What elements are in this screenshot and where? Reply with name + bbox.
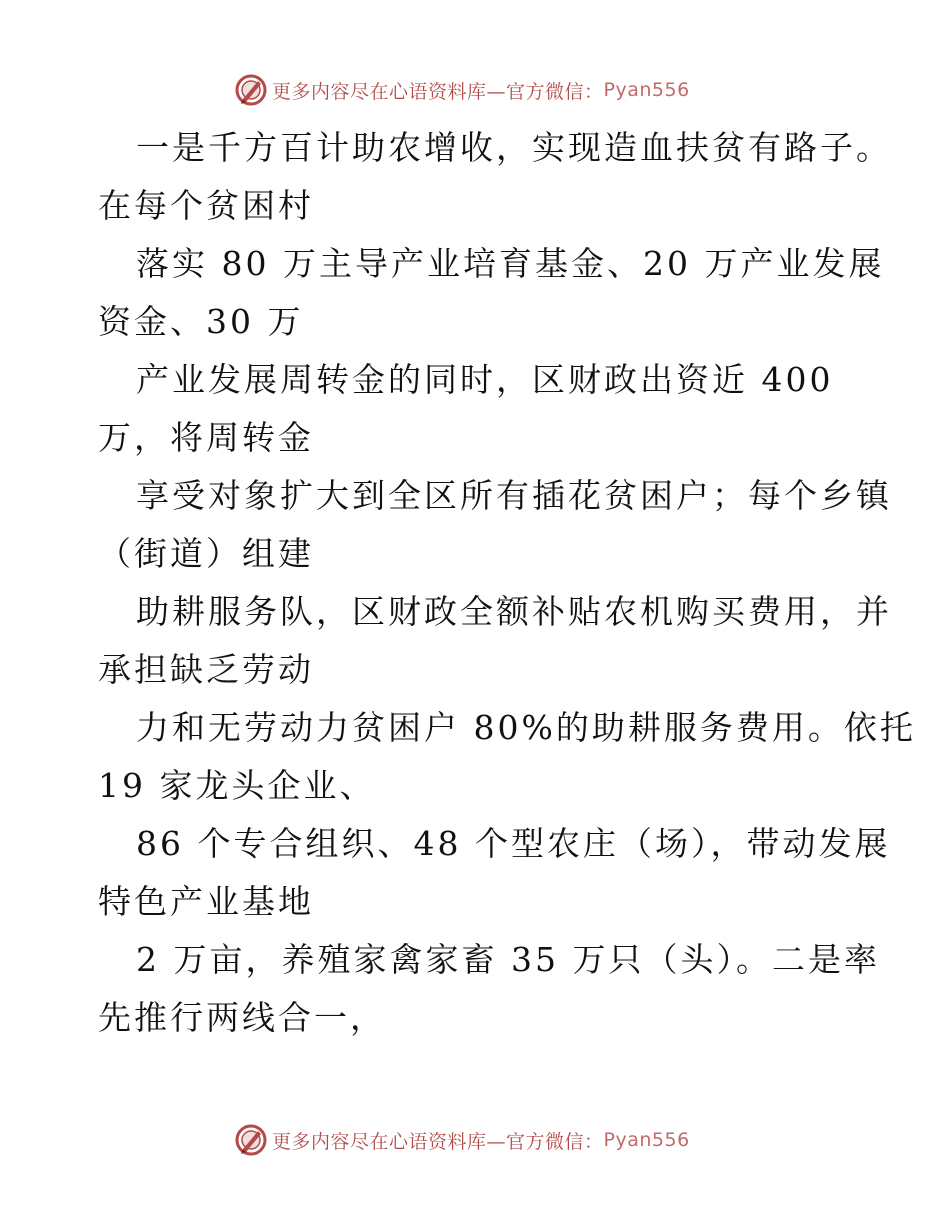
paragraph [98, 356, 858, 472]
paragraph-line: 先推行两线合一， [98, 998, 386, 1037]
watermark-wechat-label: 官方微信： [506, 1130, 604, 1153]
paragraph-line: 产业发展周转金的同时，区财政出资近 400 [136, 360, 834, 399]
pen-seal-logo-icon [234, 73, 268, 107]
header-watermark [234, 72, 690, 108]
document-body [98, 124, 916, 1052]
paragraph-line: 2 万亩，养殖家禽家畜 35 万只（头）。二是率 [136, 940, 880, 979]
paragraph [98, 820, 891, 936]
paragraph-line: 特色产业基地 [98, 882, 314, 921]
watermark-wechat-id: Pyan556 [603, 79, 690, 101]
paragraph [98, 124, 892, 240]
paragraph-line: 资金、30 万 [98, 302, 304, 341]
pen-seal-logo-icon [234, 1123, 268, 1157]
watermark-main-text: 更多内容尽在心语资料库— [272, 1130, 507, 1153]
paragraph-line: 19 家龙头企业、 [98, 766, 376, 805]
paragraph [98, 240, 885, 356]
paragraph-line: 一是千方百计助农增收，实现造血扶贫有路子。 [136, 128, 892, 167]
watermark-main-text: 更多内容尽在心语资料库— [272, 80, 507, 103]
paragraph [98, 588, 892, 704]
paragraph-line: 承担缺乏劳动 [98, 650, 314, 689]
paragraph-line: 86 个专合组织、48 个型农庄（场），带动发展 [136, 824, 891, 863]
paragraph [98, 936, 880, 1052]
footer-watermark [234, 1122, 690, 1158]
paragraph-line: 助耕服务队，区财政全额补贴农机购买费用，并 [136, 592, 892, 631]
paragraph-line: 享受对象扩大到全区所有插花贫困户；每个乡镇 [136, 476, 892, 515]
paragraph-line: （街道）组建 [98, 534, 314, 573]
paragraph-line: 力和无劳动力贫困户 80%的助耕服务费用。依托 [136, 708, 916, 747]
paragraph [98, 704, 916, 820]
paragraph-line: 落实 80 万主导产业培育基金、20 万产业发展 [136, 244, 885, 283]
paragraph-line: 万，将周转金 [98, 418, 314, 457]
paragraph [98, 472, 892, 588]
watermark-wechat-id: Pyan556 [603, 1129, 690, 1151]
paragraph-line: 在每个贫困村 [98, 186, 314, 225]
watermark-wechat-label: 官方微信： [506, 80, 604, 103]
